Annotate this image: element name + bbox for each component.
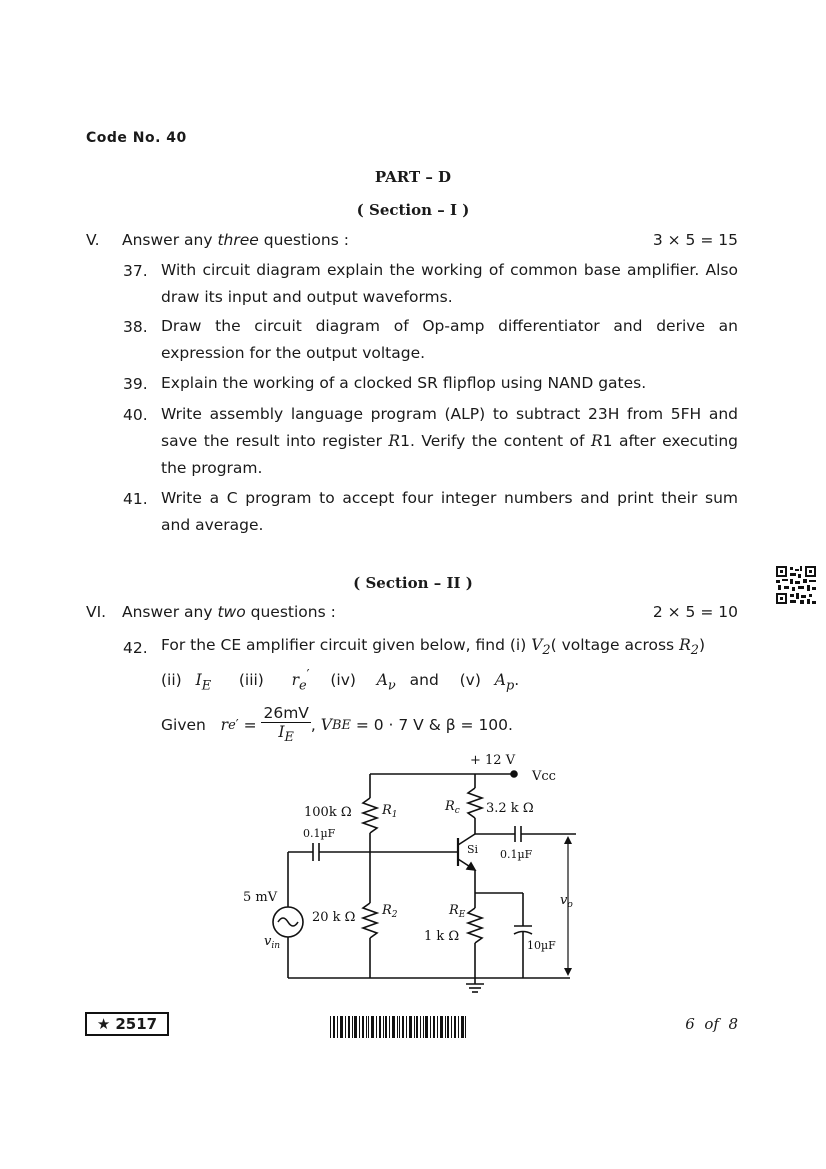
cin-value: 0.1µF	[303, 827, 336, 840]
r1-value: 100k Ω	[304, 805, 352, 820]
barcode-icon	[330, 1016, 466, 1038]
section-1-roman: V.	[86, 231, 100, 249]
re-name: $R_E$	[449, 903, 466, 920]
question-text: With circuit diagram explain the working of common base amplifier. Also draw its input and output waveforms.	[161, 261, 738, 306]
vcc-label: Vcc	[532, 769, 556, 784]
r2-name: $R_2$	[382, 903, 398, 920]
q42-line-2: (ii) $I_E$ (iii) $r_e'$ (iv) $A_\nu$ and (v) $A_p$.	[161, 668, 520, 694]
vo-label: $v_o$	[560, 893, 573, 910]
fraction: 26mV $I_E$	[263, 704, 309, 746]
page-number: 6 of 8	[685, 1015, 738, 1033]
section-1-instruction: Answer any three questions :	[122, 231, 349, 249]
re-resistor	[468, 908, 482, 943]
section-1-title: ( Section – I )	[356, 201, 470, 219]
question-number: 39.	[123, 375, 148, 393]
transistor-label: Si	[467, 843, 479, 856]
question-number: 41.	[123, 490, 148, 508]
question-text: Draw the circuit diagram of Op-amp differentiator and derive an expression for the output voltage.	[161, 317, 738, 362]
section-1-marks: 3 × 5 = 15	[652, 231, 738, 249]
paper-code-box	[85, 1012, 169, 1036]
question-number: 42.	[123, 639, 148, 657]
r1-name: $R_1$	[382, 803, 398, 820]
vcc-value: + 12 V	[470, 753, 516, 768]
r2-resistor	[363, 903, 377, 938]
r1-resistor	[363, 798, 377, 833]
r2-value: 20 k Ω	[312, 910, 356, 925]
q42-line-1: For the CE amplifier circuit given below, find (i) $V_2$( voltage across $R_2$)	[161, 636, 706, 659]
section-2-roman: VI.	[86, 603, 107, 621]
code-number: Code No. 40	[86, 130, 187, 146]
re-value: 1 k Ω	[424, 929, 460, 944]
question-text: Write assembly language program (ALP) to subtract 23H from 5FH and save the result into register R1. Verify the content of R1 after executing the program.	[161, 405, 738, 477]
question-text: Write a C program to accept four integer numbers and print their sum and average.	[161, 489, 738, 534]
ce-amplifier-circuit	[230, 748, 600, 998]
star-icon: ★	[96, 1015, 111, 1033]
question-number: 37.	[123, 262, 148, 280]
section-2-instruction: Answer any two questions :	[122, 603, 336, 621]
rc-resistor	[468, 788, 482, 818]
question-number: 40.	[123, 406, 148, 424]
vin-label: $v_{in}$	[264, 934, 281, 951]
section-2-marks: 2 × 5 = 10	[652, 603, 738, 621]
rc-name: $R_c$	[445, 799, 460, 816]
question-number: 38.	[123, 318, 148, 336]
source-voltage: 5 mV	[243, 890, 278, 905]
section-2-title: ( Section – II )	[353, 574, 473, 592]
ce-value: 10µF	[527, 939, 556, 952]
question-text: Explain the working of a clocked SR flipflop using NAND gates.	[161, 374, 647, 392]
cout-value: 0.1µF	[500, 848, 533, 861]
q42-given-formula: Given r e ′ = 26mV $I_E$ , V BE = 0 · 7 V & β = 100.	[161, 704, 513, 746]
part-title: PART – D	[374, 168, 452, 186]
rc-value: 3.2 k Ω	[486, 801, 534, 816]
paper-code: 2517	[115, 1015, 158, 1033]
vcc-node	[511, 771, 517, 777]
